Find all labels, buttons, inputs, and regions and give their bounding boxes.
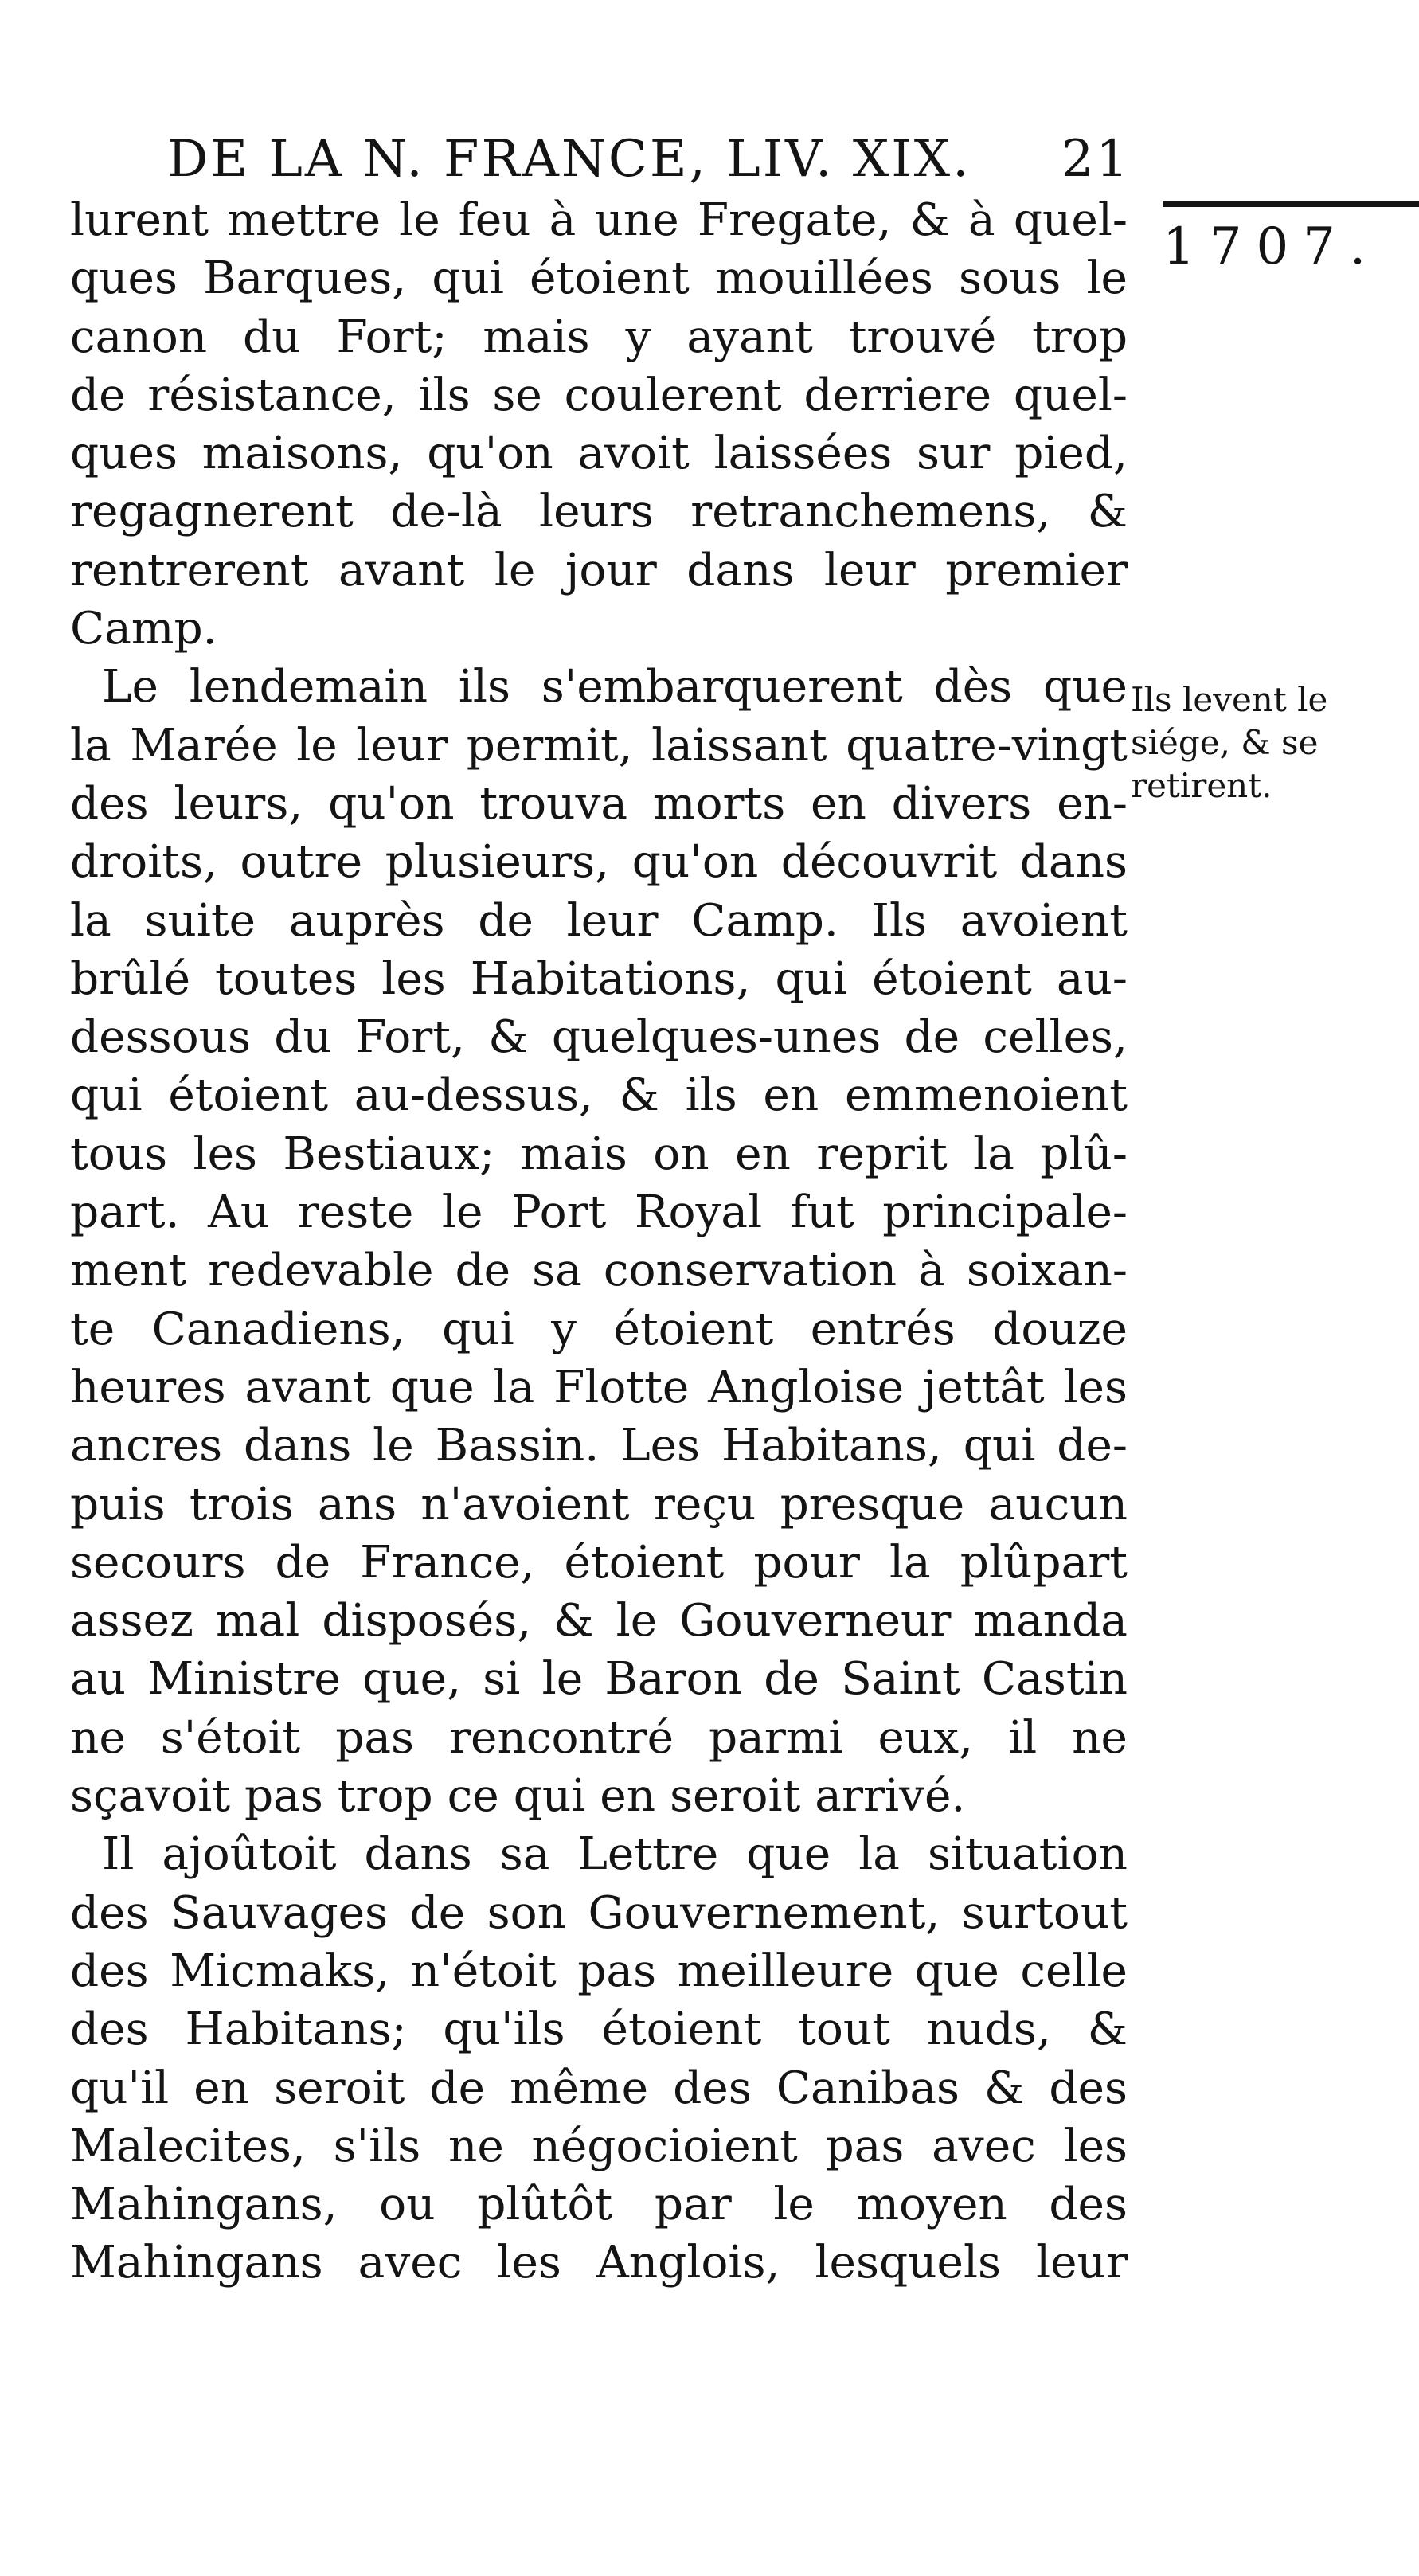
text-line: ne s'étoit pas rencontré parmi eux, il ne (70, 1711, 1128, 1764)
text-line: te Canadiens, qui y étoient entrés douze (70, 1303, 1128, 1355)
body-text (70, 191, 1128, 2293)
running-head-title: DE LA N. FRANCE, LIV. XIX. (167, 130, 971, 189)
text-line: heures avant que la Flotte Angloise jettât les (70, 1361, 1128, 1413)
text-line: qui étoient au-dessus, & ils en emmenoient (70, 1069, 1128, 1122)
text-line: de résistance, ils se coulerent derriere quel- (70, 369, 1128, 421)
margin-note-line: retirent. (1131, 766, 1272, 805)
text-line: secours de France, étoient pour la plûpart (70, 1536, 1128, 1589)
text-line: part. Au reste le Port Royal fut principale- (70, 1186, 1128, 1239)
text-line: des Habitans; qu'ils étoient tout nuds, & (70, 2003, 1128, 2056)
year-rule (1163, 201, 1419, 207)
margin-note (1131, 678, 1417, 807)
text-line: brûlé toutes les Habitations, qui étoient au- (70, 952, 1128, 1005)
text-line: droits, outre plusieurs, qu'on découvrit dans (70, 836, 1128, 889)
margin-note-line: Ils levent le (1131, 680, 1328, 719)
text-line: rentrerent avant le jour dans leur premier (70, 544, 1128, 596)
paragraph-start-line: Le lendemain ils s'embarquerent dès que (102, 661, 1128, 713)
text-line: assez mal disposés, & le Gouverneur manda (70, 1595, 1128, 1648)
text-line: ancres dans le Bassin. Les Habitans, qui de- (70, 1420, 1128, 1472)
text-line: lurent mettre le feu à une Fregate, & à quel- (70, 194, 1128, 246)
text-line: sçavoit pas trop ce qui en seroit arrivé. (70, 1770, 966, 1823)
text-line: la Marée le leur permit, laissant quatre-vingt (70, 719, 1128, 772)
text-line: Mahingans, ou plûtôt par le moyen des (70, 2179, 1128, 2231)
text-line: Malecites, s'ils ne négocioient pas avec les (70, 2120, 1128, 2172)
text-line: puis trois ans n'avoient reçu presque aucun (70, 1478, 1128, 1530)
margin-note-line: siége, & se (1131, 723, 1319, 762)
text-line: qu'il en seroit de même des Canibas & des (70, 2062, 1128, 2114)
text-line: ment redevable de sa conservation à soixan- (70, 1245, 1128, 1297)
text-line: canon du Fort; mais y ayant trouvé trop (70, 311, 1128, 363)
running-head (167, 127, 1131, 191)
text-line: dessous du Fort, & quelques-unes de celles, (70, 1011, 1128, 1064)
text-line: regagnerent de-là leurs retranchemens, & (70, 486, 1128, 538)
page-number: 21 (1061, 130, 1131, 189)
paragraph-start-line: Il ajoûtoit dans sa Lettre que la situation (102, 1828, 1128, 1881)
text-line: ques maisons, qu'on avoit laissées sur pied, (70, 428, 1128, 480)
text-line: Camp. (70, 603, 217, 655)
text-line: la suite auprès de leur Camp. Ils avoient (70, 894, 1128, 947)
text-line: des Micmaks, n'étoit pas meilleure que celle (70, 1945, 1128, 1997)
text-line: des leurs, qu'on trouva morts en divers en- (70, 777, 1128, 830)
text-line: tous les Bestiaux; mais on en reprit la plû- (70, 1128, 1128, 1180)
text-line: au Ministre que, si le Baron de Saint Castin (70, 1653, 1128, 1706)
text-line: des Sauvages de son Gouvernement, surtout (70, 1886, 1128, 1939)
margin-year: 1707. (1163, 217, 1381, 276)
text-line: ques Barques, qui étoient mouillées sous le (70, 252, 1128, 305)
text-line: Mahingans avec les Anglois, lesquels leur (70, 2237, 1128, 2289)
